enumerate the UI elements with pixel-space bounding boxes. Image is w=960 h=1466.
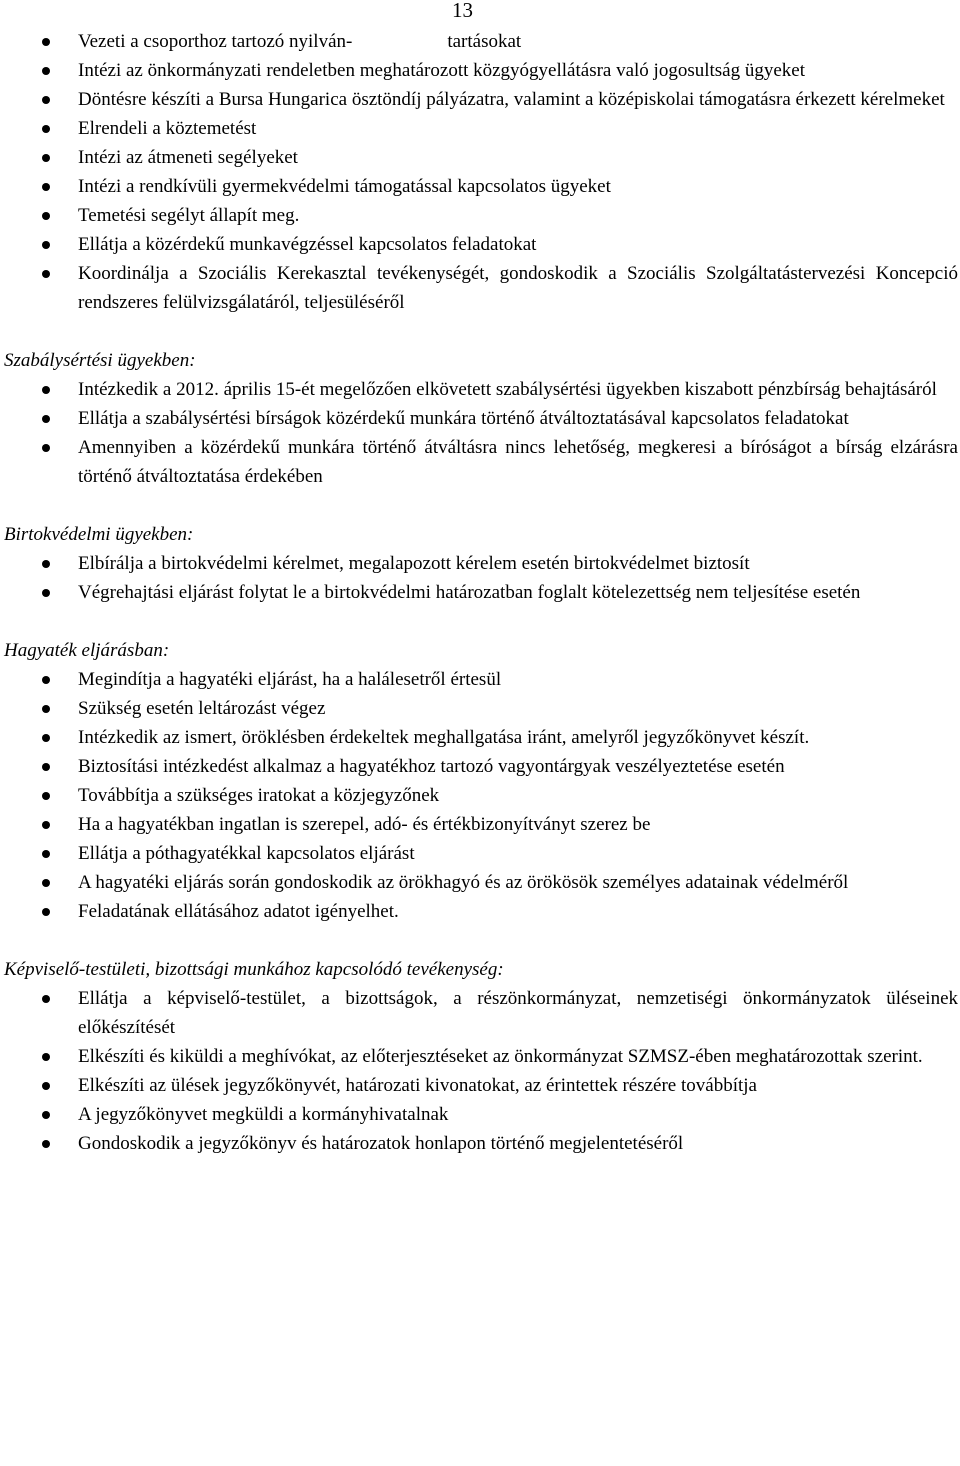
bullet-icon — [42, 1140, 50, 1148]
list-item-text: Gondoskodik a jegyzőkönyv és határozatok honlapon történő megjelentetéséről — [78, 1133, 684, 1154]
bullet-icon — [42, 1111, 50, 1119]
list-item-text: A hagyatéki eljárás során gondoskodik az örökhagyó és az örökösök személyes adatainak védelméről — [78, 872, 849, 893]
list-item — [4, 433, 958, 491]
section-possession-protection — [4, 520, 958, 607]
list-item — [4, 781, 958, 810]
list-item — [4, 665, 958, 694]
bullet-icon — [42, 415, 50, 423]
list-item-text: Elkészíti az ülések jegyzőkönyvét, határozati kivonatokat, az érintettek részére továbbítja — [78, 1075, 757, 1096]
list-item-text: Ellátja a szabálysértési bírságok közérdekű munkára történő átváltoztatásával kapcsolatos feladatokat — [78, 408, 849, 429]
list-item-text: Elrendeli a köztemetést — [78, 118, 257, 139]
section-heading: Képviselő-testületi, bizottsági munkához kapcsolódó tevékenység: — [4, 959, 504, 980]
list-item-text: Elkészíti és kiküldi a meghívókat, az előterjesztéseket az önkormányzat SZMSZ-ében meghatározottak szerint. — [78, 1046, 923, 1067]
bullet-icon — [42, 879, 50, 887]
list-item — [4, 984, 958, 1042]
section-council-work — [4, 955, 958, 1158]
list-item-text: Intézkedik a 2012. április 15-ét megelőzően elkövetett szabálysértési ügyekben kiszabott pénzbírság behajtásáról — [78, 379, 937, 400]
list-item — [4, 375, 958, 404]
list-item-text: Elbírálja a birtokvédelmi kérelmet, megalapozott kérelem esetén birtokvédelmet biztosít — [78, 553, 750, 574]
list-item — [4, 1100, 958, 1129]
section-misdemeanor — [4, 346, 958, 491]
bullet-icon — [42, 1053, 50, 1061]
list-item-text: Továbbítja a szükséges iratokat a közjegyzőnek — [78, 785, 440, 806]
bullet-icon — [42, 705, 50, 713]
list-item-text: Végrehajtási eljárást folytat le a birtokvédelmi határozatban foglalt kötelezettség nem teljesítése esetén — [78, 582, 861, 603]
bullet-icon — [42, 908, 50, 916]
list-item — [4, 1129, 958, 1158]
bullet-icon — [42, 792, 50, 800]
list-item — [4, 56, 958, 85]
bullet-icon — [42, 241, 50, 249]
section-probate — [4, 636, 958, 926]
bullet-icon — [42, 763, 50, 771]
list-item-text: Intézi a rendkívüli gyermekvédelmi támogatással kapcsolatos ügyeket — [78, 176, 611, 197]
list-item-text: Intézkedik az ismert, öröklésben érdekeltek meghallgatása iránt, amelyről jegyzőkönyvet készít. — [78, 727, 810, 748]
list-item — [4, 810, 958, 839]
list-item — [4, 752, 958, 781]
list-item-text: Vezeti a csoporthoz tartozó nyilván- tartásokat — [78, 31, 522, 52]
list-item-text: Intézi az önkormányzati rendeletben meghatározott közgyógyellátásra való jogosultság ügyeket — [78, 60, 806, 81]
section-heading: Hagyaték eljárásban: — [4, 640, 170, 661]
list-item — [4, 868, 958, 897]
list-item — [4, 259, 958, 317]
list-item — [4, 172, 958, 201]
list-item-text: Feladatának ellátásához adatot igényelhet. — [78, 901, 399, 922]
bullet-icon — [42, 125, 50, 133]
bullet-icon — [42, 212, 50, 220]
bullet-icon — [42, 444, 50, 452]
list-item-text: A jegyzőkönyvet megküldi a kormányhivatalnak — [78, 1104, 449, 1125]
bullet-icon — [42, 560, 50, 568]
list-item — [4, 230, 958, 259]
list-item-text: Intézi az átmeneti segélyeket — [78, 147, 298, 168]
bullet-list — [4, 984, 958, 1158]
list-item-text: Ha a hagyatékban ingatlan is szerepel, adó- és értékbizonyítványt szerez be — [78, 814, 651, 835]
bullet-icon — [42, 676, 50, 684]
list-item — [4, 694, 958, 723]
list-item — [4, 404, 958, 433]
bullet-icon — [42, 96, 50, 104]
bullet-icon — [42, 386, 50, 394]
list-item — [4, 27, 958, 56]
bullet-icon — [42, 154, 50, 162]
list-item-text: Ellátja a póthagyatékkal kapcsolatos eljárást — [78, 843, 415, 864]
list-item-text: Biztosítási intézkedést alkalmaz a hagyatékhoz tartozó vagyontárgyak veszélyeztetése esetén — [78, 756, 785, 777]
bullet-icon — [42, 67, 50, 75]
bullet-icon — [42, 1082, 50, 1090]
bullet-list — [4, 27, 958, 317]
list-item — [4, 201, 958, 230]
bullet-icon — [42, 38, 50, 46]
bullet-icon — [42, 183, 50, 191]
list-item — [4, 1071, 958, 1100]
bullet-icon — [42, 734, 50, 742]
list-item — [4, 1042, 958, 1071]
bullet-icon — [42, 270, 50, 278]
bullet-list — [4, 549, 958, 607]
bullet-icon — [42, 850, 50, 858]
bullet-list — [4, 375, 958, 491]
page-number: 13 — [452, 0, 473, 22]
list-item — [4, 578, 958, 607]
list-item — [4, 85, 958, 114]
bullet-list — [4, 665, 958, 926]
bullet-icon — [42, 821, 50, 829]
bullet-icon — [42, 995, 50, 1003]
section-social-tasks — [4, 27, 958, 317]
list-item — [4, 897, 958, 926]
section-heading: Birtokvédelmi ügyekben: — [4, 524, 194, 545]
list-item-text: Koordinálja a Szociális Kerekasztal tevékenységét, gondoskodik a Szociális Szolgáltatástervezési Koncepció rendszeres felülvizsgálatáról, teljesüléséről — [78, 263, 958, 313]
list-item-text: Amennyiben a közérdekű munkára történő átváltásra nincs lehetőség, megkeresi a bíróságot a bírság elzárásra történő átváltoztatása érdekében — [78, 437, 958, 487]
section-heading: Szabálysértési ügyekben: — [4, 350, 196, 371]
list-item-text: Ellátja a képviselő-testület, a bizottságok, a részönkormányzat, nemzetiségi önkormányzatok üléseinek előkészítését — [78, 988, 958, 1038]
list-item — [4, 549, 958, 578]
list-item-text: Megindítja a hagyatéki eljárást, ha a halálesetről értesül — [78, 669, 502, 690]
list-item-text: Ellátja a közérdekű munkavégzéssel kapcsolatos feladatokat — [78, 234, 537, 255]
list-item — [4, 114, 958, 143]
list-item-text: Döntésre készíti a Bursa Hungarica ösztöndíj pályázatra, valamint a középiskolai támogatásra érkezett kérelmeket — [78, 89, 945, 110]
list-item — [4, 723, 958, 752]
document-body — [4, 27, 958, 1158]
list-item — [4, 143, 958, 172]
bullet-icon — [42, 589, 50, 597]
list-item — [4, 839, 958, 868]
list-item-text: Szükség esetén leltározást végez — [78, 698, 326, 719]
list-item-text: Temetési segélyt állapít meg. — [78, 205, 300, 226]
